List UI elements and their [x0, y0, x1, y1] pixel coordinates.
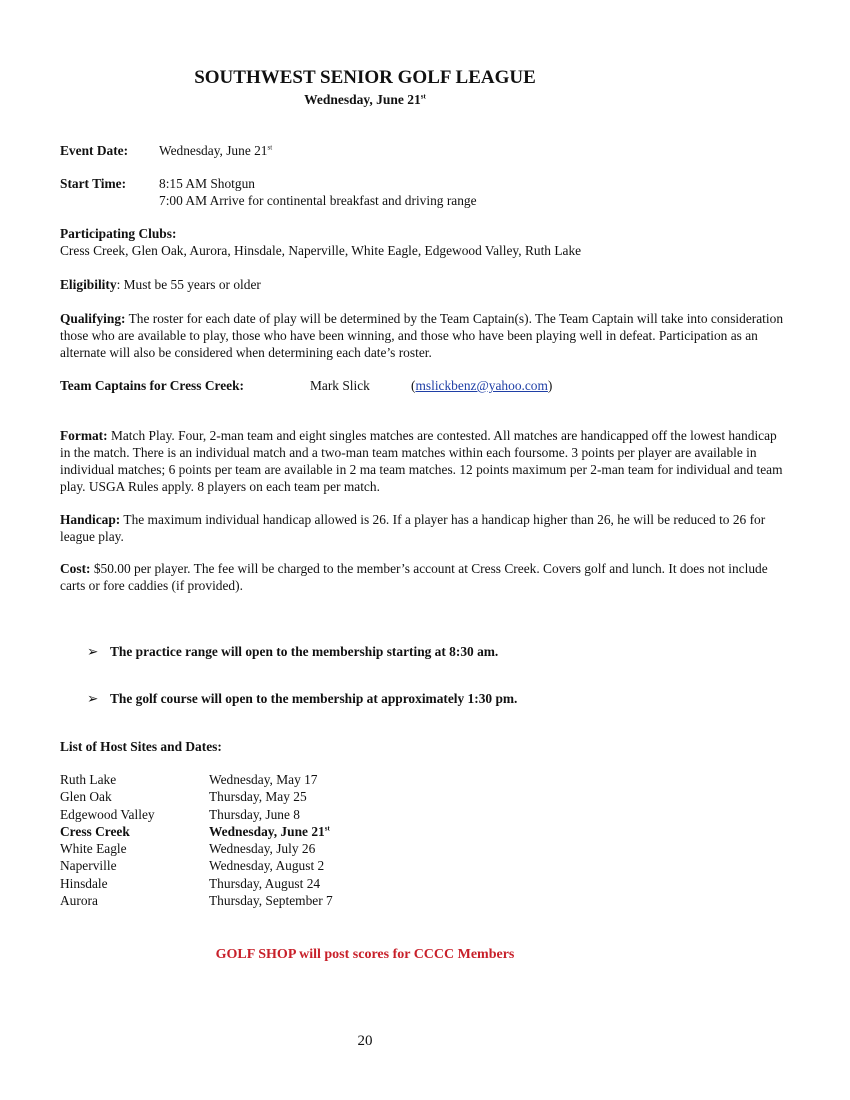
cost-paragraph [60, 560, 785, 594]
list-item [60, 892, 333, 909]
site-date: Thursday, June 8 [209, 806, 300, 822]
site-date: Thursday, September 7 [209, 893, 333, 909]
handicap-label: Handicap: [60, 512, 121, 527]
event-date-suffix: st [267, 143, 273, 152]
list-item [60, 788, 333, 805]
eligibility-row [60, 276, 261, 293]
eligibility-value: : Must be 55 years or older [116, 277, 261, 292]
bullet-practice-range [87, 643, 498, 660]
site-date [209, 823, 330, 840]
qualifying-label: Qualifying: [60, 311, 126, 326]
event-date-row [60, 142, 272, 159]
site-name: White Eagle [60, 841, 127, 857]
page-number: 20 [357, 1033, 373, 1049]
email-open-paren: ( [411, 378, 416, 393]
bullet-golf-course [87, 690, 517, 707]
site-name: Hinsdale [60, 875, 108, 891]
site-name: Naperville [60, 858, 117, 874]
site-name: Aurora [60, 893, 98, 909]
qualifying-text: The roster for each date of play will be determined by the Team Captain(s). The Team Captain will take into consideration those who are available to play, those who have been winning, and those who have been playing well in defeat. Participation as an alternate will also be considered when determining each date’s roster. [60, 311, 784, 360]
site-date-text: Wednesday, June 21 [209, 823, 325, 839]
site-date: Wednesday, May 17 [209, 772, 318, 787]
arrow-bullet-icon: ➢ [87, 644, 99, 659]
start-time-row [60, 175, 477, 209]
qualifying-paragraph [60, 310, 785, 361]
site-name: Edgewood Valley [60, 806, 155, 822]
bullet-text-1: The practice range will open to the membership starting at 8:30 am. [110, 644, 499, 659]
handicap-text: The maximum individual handicap allowed is 26. If a player has a handicap higher than 26, he will be reduced to 26 for league play. [60, 512, 766, 544]
start-time-label: Start Time: [60, 176, 127, 191]
site-date: Thursday, May 25 [209, 789, 307, 805]
site-date-suffix: st [324, 824, 330, 833]
site-date: Wednesday, August 2 [209, 858, 325, 874]
site-date: Wednesday, July 26 [209, 841, 316, 857]
list-item [60, 875, 333, 892]
site-name: Glen Oak [60, 789, 112, 805]
subtitle-suffix: st [420, 92, 426, 101]
captain-name: Mark Slick [310, 378, 370, 393]
event-date-label: Event Date: [60, 143, 129, 158]
handicap-paragraph [60, 511, 785, 545]
captains-label: Team Captains for Cress Creek: [60, 378, 244, 393]
page-subtitle [0, 91, 790, 108]
list-item [60, 857, 333, 874]
participating-clubs [60, 225, 581, 259]
team-captains-row [60, 377, 552, 394]
eligibility-label: Eligibility [60, 277, 117, 292]
captain-email-link[interactable]: mslickbenz@yahoo.com [415, 378, 548, 393]
clubs-label: Participating Clubs: [60, 226, 177, 241]
start-time-line-1: 8:15 AM Shotgun [159, 176, 255, 191]
list-item [60, 771, 333, 788]
event-date-value: Wednesday, June 21 [159, 143, 268, 158]
site-name: Cress Creek [60, 823, 130, 839]
golf-shop-note: GOLF SHOP will post scores for CCCC Members [215, 947, 515, 962]
format-paragraph [60, 427, 785, 495]
cost-text: $50.00 per player. The fee will be charged to the member’s account at Cress Creek. Covers golf and lunch. It does not include carts or fore caddies (if provided). [60, 561, 768, 593]
format-label: Format: [60, 428, 108, 443]
site-name: Ruth Lake [60, 772, 117, 787]
list-item [60, 806, 333, 823]
clubs-value: Cress Creek, Glen Oak, Aurora, Hinsdale, Naperville, White Eagle, Edgewood Valley, Ruth Lake [60, 243, 582, 258]
email-close-paren: ) [547, 378, 553, 393]
page-title: SOUTHWEST SENIOR GOLF LEAGUE [194, 67, 536, 88]
host-sites-list [60, 771, 333, 909]
list-item-highlighted [60, 823, 333, 840]
host-sites-heading: List of Host Sites and Dates: [60, 739, 222, 754]
cost-label: Cost: [60, 561, 91, 576]
arrow-bullet-icon: ➢ [87, 691, 99, 706]
bullet-text-2: The golf course will open to the membership at approximately 1:30 pm. [110, 691, 518, 706]
start-time-line-2: 7:00 AM Arrive for continental breakfast and driving range [159, 193, 477, 208]
format-text: Match Play. Four, 2-man team and eight singles matches are contested. All matches are handicapped off the lowest handicap in the match. There is an individual match and a two-man team matches within each foursome. 3 points per player are available in individual matches; 6 points per team are available in 2 ma team matches. 12 points maximum per 2-man team for individual and team play. USGA Rules apply. 8 players on each team per match. [60, 428, 783, 494]
site-date: Thursday, August 24 [209, 875, 321, 891]
subtitle-text: Wednesday, June 21 [304, 92, 421, 107]
list-item [60, 840, 333, 857]
